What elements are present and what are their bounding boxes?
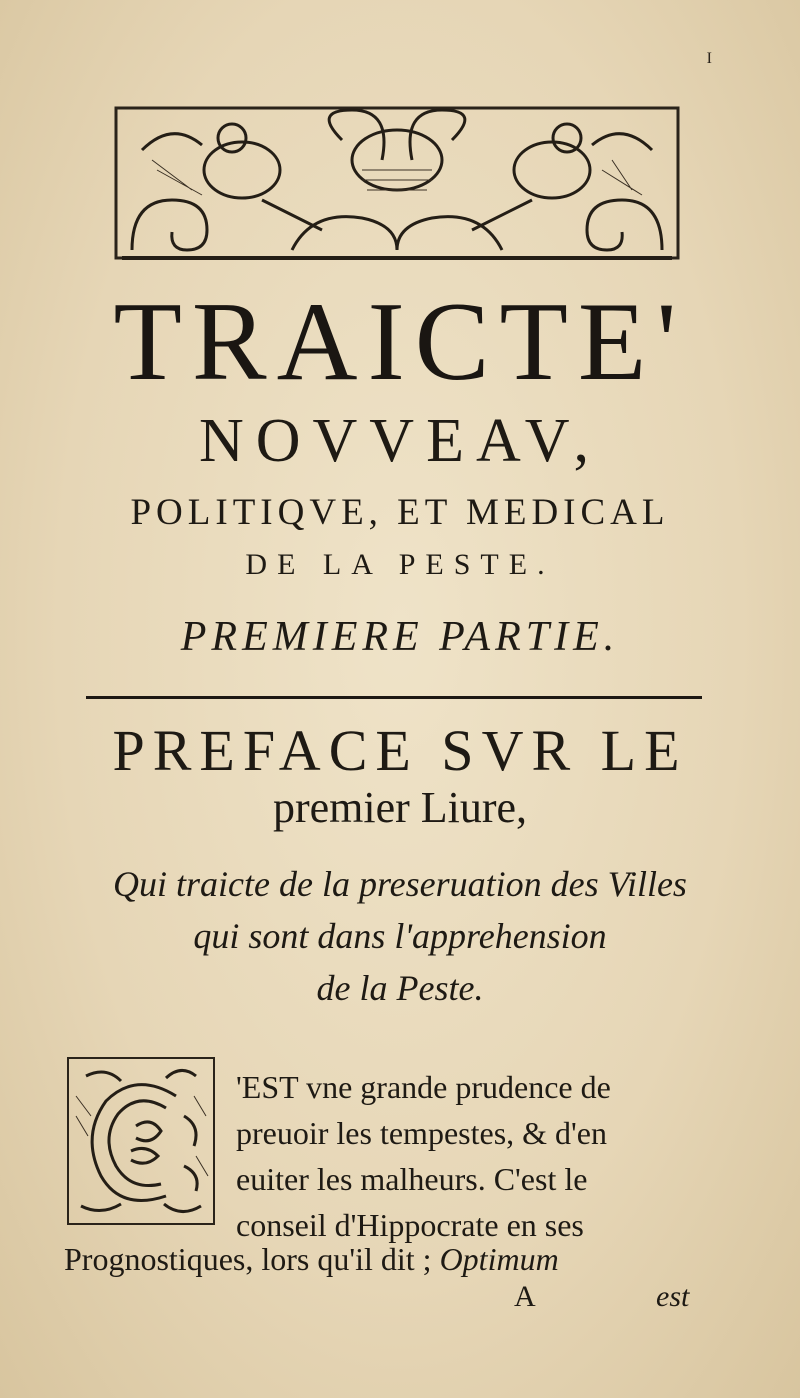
preface-heading: PREFACE SVR LE: [112, 718, 688, 783]
title-qualifier: POLITIQVE, ET MEDICAL: [130, 492, 670, 533]
description-line: qui sont dans l'apprehension: [193, 916, 607, 956]
body-line: euiter les malheurs. C'est le: [236, 1161, 588, 1197]
divider-rule: [86, 696, 702, 699]
body-line: preuoir les tempestes, & d'en: [236, 1115, 607, 1151]
decorated-initial-c-icon: [66, 1056, 216, 1226]
description-line: de la Peste.: [316, 968, 484, 1008]
catchword: est: [656, 1280, 690, 1313]
opening-paragraph: [236, 1064, 706, 1248]
body-line: conseil d'Hippocrate en ses: [236, 1207, 584, 1243]
title-topic: DE LA PESTE.: [245, 548, 555, 581]
description-line: Qui traicte de la preseruation des Villes: [113, 864, 687, 904]
body-line-full: [64, 1236, 704, 1282]
title-main: TRAICTE': [113, 280, 687, 404]
body-line-text: Prognostiques, lors qu'il dit ;: [64, 1241, 440, 1277]
signature-mark: I: [706, 50, 712, 67]
preface-description: [0, 858, 800, 1014]
signature-letter: A: [514, 1280, 536, 1313]
woodcut-ornament-icon: [112, 100, 682, 270]
part-heading: PREMIERE PARTIE.: [180, 614, 620, 660]
title-subtitle: NOVVEAV,: [198, 407, 602, 475]
body-line: 'EST vne grande prudence de: [236, 1069, 611, 1105]
preface-subheading: premier Liure,: [272, 783, 528, 832]
latin-quote: Optimum: [439, 1241, 559, 1277]
